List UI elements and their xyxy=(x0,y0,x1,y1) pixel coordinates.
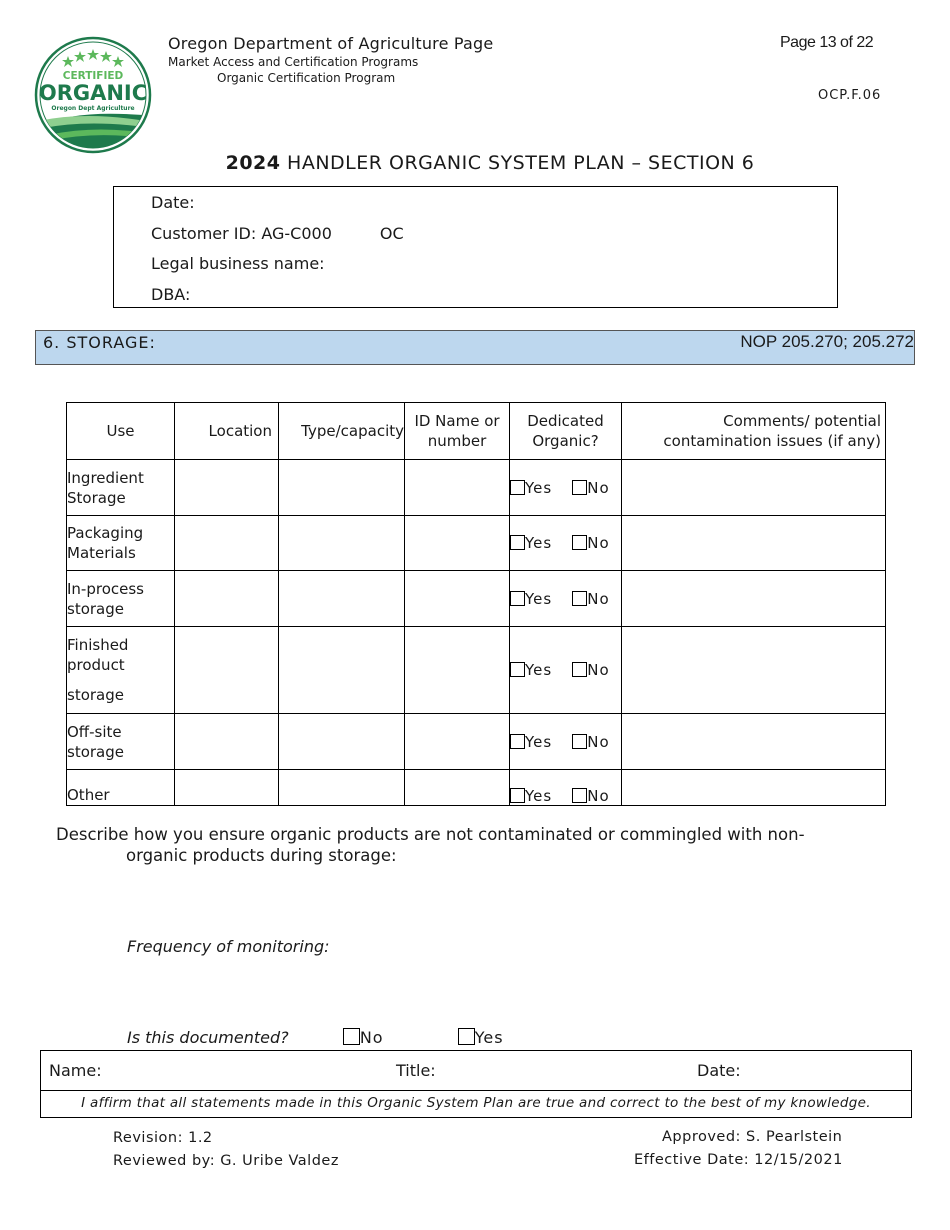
section-title: 6. STORAGE: xyxy=(43,333,156,352)
no-checkbox[interactable] xyxy=(572,480,587,495)
type-cell[interactable] xyxy=(279,571,405,627)
revision: Revision: 1.2 xyxy=(113,1130,213,1146)
location-cell[interactable] xyxy=(175,460,279,516)
use-text-line2: storage xyxy=(67,686,124,704)
location-cell[interactable] xyxy=(175,516,279,571)
documented-question xyxy=(127,1028,504,1047)
effective-date: Effective Date: 12/15/2021 xyxy=(634,1152,843,1168)
use-text-line1: Finished product xyxy=(67,636,129,674)
use-cell: Packaging Materials xyxy=(67,516,175,571)
approved-by: Approved: S. Pearlstein xyxy=(662,1129,843,1145)
no-checkbox[interactable] xyxy=(572,591,587,606)
reviewed-by: Reviewed by: G. Uribe Valdez xyxy=(113,1153,339,1169)
affirmation-statement: I affirm that all statements made in this Organic System Plan are true and correct to the best of my knowledge. xyxy=(81,1095,871,1111)
logo-organic-text: ORGANIC xyxy=(38,81,148,105)
header-comments: Comments/ potential contamination issues (if any) xyxy=(622,403,886,460)
header-dedicated: Dedicated Organic? xyxy=(510,403,622,460)
header-type: Type/capacity xyxy=(279,403,405,460)
department-title: Oregon Department of Agriculture Page xyxy=(168,34,494,53)
dedicated-cell xyxy=(510,571,622,627)
no-checkbox[interactable] xyxy=(572,788,587,803)
title-label: Title: xyxy=(396,1061,436,1080)
type-cell[interactable] xyxy=(279,460,405,516)
storage-table xyxy=(66,402,886,806)
yes-checkbox[interactable] xyxy=(510,535,525,550)
legal-name-label: Legal business name: xyxy=(151,254,325,273)
table-row xyxy=(67,460,886,516)
department-subtitle: Market Access and Certification Programs xyxy=(168,55,419,69)
signature-box xyxy=(40,1050,912,1118)
id-cell[interactable] xyxy=(405,516,510,571)
frequency-of-monitoring-label: Frequency of monitoring: xyxy=(127,937,330,956)
location-cell[interactable] xyxy=(175,627,279,714)
dba-label: DBA: xyxy=(151,285,191,304)
type-cell[interactable] xyxy=(279,714,405,770)
location-cell[interactable] xyxy=(175,770,279,806)
customer-id-suffix: OC xyxy=(379,224,404,243)
yes-label: Yes xyxy=(525,589,553,608)
type-cell[interactable] xyxy=(279,516,405,571)
document-title xyxy=(0,152,950,174)
table-row xyxy=(67,516,886,571)
date-label: Date: xyxy=(151,193,195,212)
title-year: 2024 xyxy=(225,152,281,174)
yes-checkbox[interactable] xyxy=(510,480,525,495)
yes-label: Yes xyxy=(525,478,553,497)
use-cell xyxy=(67,627,175,714)
page-number: Page 13 of 22 xyxy=(780,34,874,51)
documented-yes-label: Yes xyxy=(474,1028,504,1047)
no-checkbox[interactable] xyxy=(572,535,587,550)
no-label: No xyxy=(587,661,610,679)
location-cell[interactable] xyxy=(175,571,279,627)
date-label: Date: xyxy=(697,1061,741,1080)
dedicated-cell xyxy=(510,770,622,806)
comments-cell[interactable] xyxy=(622,714,886,770)
use-cell: In-process storage xyxy=(67,571,175,627)
use-cell: Other xyxy=(67,770,175,806)
no-label: No xyxy=(587,478,610,497)
comments-cell[interactable] xyxy=(622,627,886,714)
dedicated-cell xyxy=(510,460,622,516)
documented-yes-checkbox[interactable] xyxy=(458,1028,475,1045)
no-checkbox[interactable] xyxy=(572,734,587,749)
yes-label: Yes xyxy=(525,534,553,552)
type-cell[interactable] xyxy=(279,770,405,806)
comments-cell[interactable] xyxy=(622,571,886,627)
yes-checkbox[interactable] xyxy=(510,734,525,749)
table-header-row xyxy=(67,403,886,460)
header-use: Use xyxy=(67,403,175,460)
certified-organic-logo xyxy=(34,36,152,154)
applicant-info-box xyxy=(113,186,838,308)
documented-no-label: No xyxy=(359,1028,384,1047)
type-cell[interactable] xyxy=(279,627,405,714)
comments-cell[interactable] xyxy=(622,460,886,516)
logo-certified-text: CERTIFIED xyxy=(62,70,124,82)
header-location: Location xyxy=(175,403,279,460)
table-row xyxy=(67,571,886,627)
location-cell[interactable] xyxy=(175,714,279,770)
id-cell[interactable] xyxy=(405,627,510,714)
no-label: No xyxy=(587,589,610,608)
no-checkbox[interactable] xyxy=(572,662,587,677)
name-label: Name: xyxy=(49,1061,102,1080)
comments-cell[interactable] xyxy=(622,770,886,806)
no-label: No xyxy=(587,787,610,805)
id-cell[interactable] xyxy=(405,714,510,770)
table-row xyxy=(67,714,886,770)
form-code: OCP.F.06 xyxy=(818,88,882,103)
contamination-question xyxy=(56,824,876,866)
table-row xyxy=(67,770,886,806)
question-line1: Describe how you ensure organic products are not contaminated or commingled with non- xyxy=(56,825,805,844)
question-line2: organic products during storage: xyxy=(126,846,397,865)
program-subtitle: Organic Certification Program xyxy=(217,71,396,85)
dedicated-cell xyxy=(510,627,622,714)
dedicated-cell xyxy=(510,516,622,571)
comments-cell[interactable] xyxy=(622,516,886,571)
yes-label: Yes xyxy=(525,787,553,805)
id-cell[interactable] xyxy=(405,571,510,627)
documented-label: Is this documented? xyxy=(127,1028,289,1047)
section-banner xyxy=(35,330,915,365)
dedicated-cell xyxy=(510,714,622,770)
id-cell[interactable] xyxy=(405,770,510,806)
logo-sub-text: Oregon Dept Agriculture xyxy=(51,105,135,112)
title-text: HANDLER ORGANIC SYSTEM PLAN – SECTION 6 xyxy=(287,152,755,174)
signature-row xyxy=(41,1051,911,1091)
use-cell: Ingredient Storage xyxy=(67,460,175,516)
yes-label: Yes xyxy=(525,732,553,751)
yes-label: Yes xyxy=(525,661,553,679)
section-reference: NOP 205.270; 205.272 xyxy=(740,332,914,351)
customer-id-label: Customer ID: AG-C000 xyxy=(151,224,332,243)
documented-no-checkbox[interactable] xyxy=(343,1028,360,1045)
yes-checkbox[interactable] xyxy=(510,788,525,803)
yes-checkbox[interactable] xyxy=(510,662,525,677)
header-id-name: ID Name or number xyxy=(405,403,510,460)
id-cell[interactable] xyxy=(405,460,510,516)
yes-checkbox[interactable] xyxy=(510,591,525,606)
customer-id-line xyxy=(151,224,404,243)
no-label: No xyxy=(587,534,610,552)
no-label: No xyxy=(587,732,610,751)
use-cell: Off-site storage xyxy=(67,714,175,770)
table-row xyxy=(67,627,886,714)
